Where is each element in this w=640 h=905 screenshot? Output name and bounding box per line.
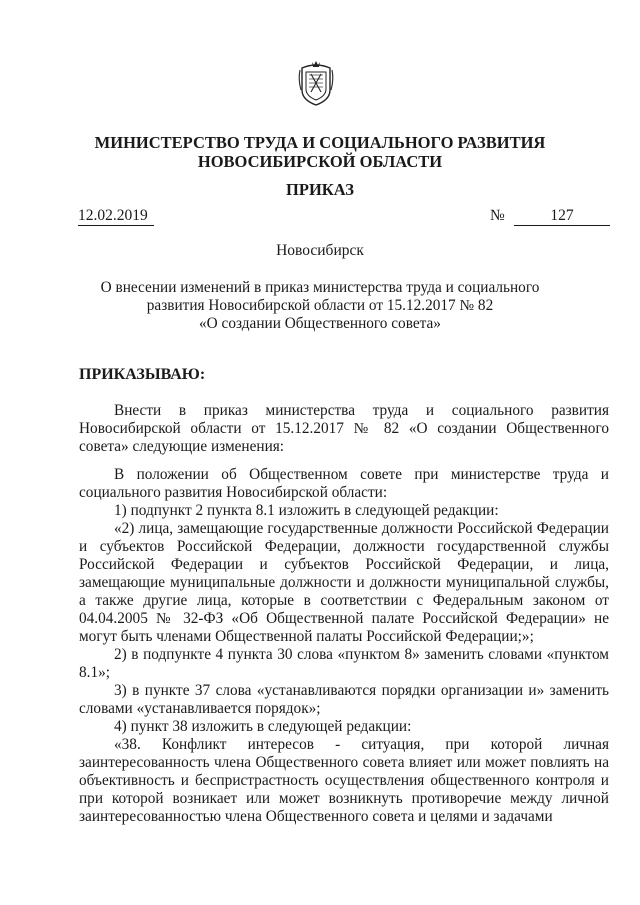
order-subject <box>96 279 544 333</box>
paragraph-6: «38. Конфликт интересов - ситуация, при которой личная заинтересованность члена Общественного совета влияет или может повлиять на объективность и беспристрастность осуществления общественного контроля и при которой возникает или может возникнуть противоречие между личной заинтересованностью члена Общественного совета и целями и задачами <box>79 736 609 825</box>
amendments-block <box>79 466 609 826</box>
paragraph-2: «2) лица, замещающие государственные должности Российской Федерации и субъектов Российской Федерации, должности государственной службы Российской Федерации и субъектов Российской Федерации, и лица, замещающие муниципальные должности и должности муниципальной службы, а также другие лица, которые в соответствии с Федеральным законом от 04.04.2005 № 32-ФЗ «Об Общественной палате Российской Федерации» не могут быть членами Общественной палаты Российской Федерации;»; <box>79 520 609 645</box>
order-number: 127 <box>514 207 610 226</box>
document-type: ПРИКАЗ <box>286 180 354 199</box>
city: Новосибирск <box>276 242 364 259</box>
ministry-name <box>0 133 640 171</box>
order-word: ПРИКАЗЫВАЮ: <box>79 366 206 383</box>
subject-line-3: «О создании Общественного совета» <box>199 315 441 332</box>
intro-paragraph: Внести в приказ министерства труда и социального развития Новосибирской области от 15.12.2017 № 82 «О создании Общественного совета» следующие изменения: <box>79 402 609 455</box>
paragraph-1: 1) подпункт 2 пункта 8.1 изложить в следующей редакции: <box>114 502 499 519</box>
paragraph-4: 3) в пункте 37 слова «устанавливаются порядки организации и» заменить словами «устанавливается порядок»; <box>79 682 609 717</box>
coat-of-arms-icon <box>298 60 334 106</box>
paragraph-5: 4) пункт 38 изложить в следующей редакции: <box>114 718 412 735</box>
subject-line-2: развития Новосибирской области от 15.12.2017 № 82 <box>146 297 494 314</box>
ministry-line-2: НОВОСИБИРСКОЙ ОБЛАСТИ <box>197 152 443 171</box>
intro-block <box>79 402 609 456</box>
paragraph-0: В положении об Общественном совете при министерстве труда и социального развития Новосибирской области: <box>79 466 609 501</box>
order-date: 12.02.2019 <box>78 207 154 226</box>
subject-line-1: О внесении изменений в приказ министерства труда и социального <box>100 279 540 296</box>
paragraph-3: 2) в подпункте 4 пункта 30 слова «пунктом 8» заменить словами «пунктом 8.1»; <box>79 646 609 681</box>
number-sign: № <box>490 207 505 224</box>
ministry-line-1: МИНИСТЕРСТВО ТРУДА И СОЦИАЛЬНОГО РАЗВИТИЯ <box>94 133 546 152</box>
